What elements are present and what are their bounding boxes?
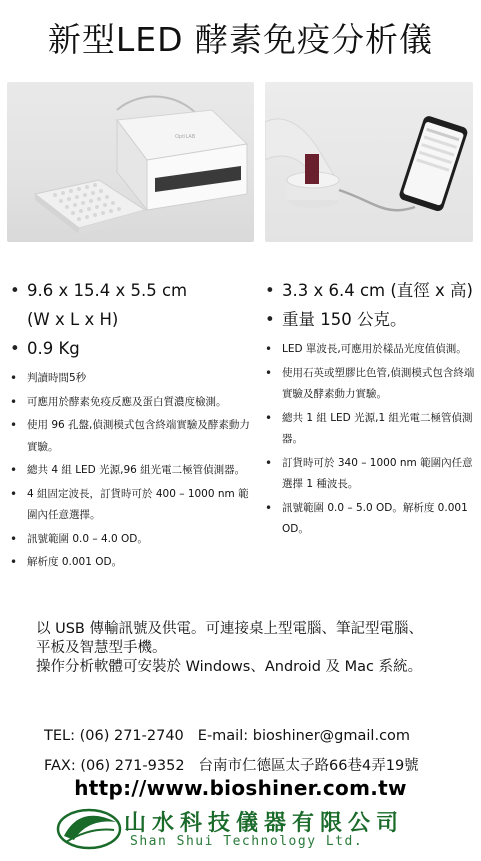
spec-item: • 訂貨時可於 340 – 1000 nm 範圍內任意選擇 1 種波長。: [262, 453, 476, 496]
contact-block: [44, 721, 474, 781]
usb-line: 以 USB 傳輸訊號及供電。可連接桌上型電腦、筆記型電腦、: [36, 621, 423, 637]
usb-line: 平板及智慧型手機。: [36, 640, 167, 656]
spec-item: • 判讀時間5秒: [7, 368, 257, 390]
spec-dimensions: • 9.6 x 15.4 x 5.5 cm: [7, 281, 257, 301]
email-address[interactable]: E-mail: bioshiner@gmail.com: [197, 728, 411, 744]
spec-weight: • 0.9 Kg: [7, 339, 257, 359]
spec-weight: • 重量 150 公克。: [262, 310, 476, 330]
left-spec-column: [7, 278, 257, 576]
contact-row-1: [44, 721, 474, 751]
svg-text:OptiLAB: OptiLAB: [175, 134, 196, 140]
spec-item: • 總共 4 組 LED 光源,96 組光電二極管偵測器。: [7, 460, 257, 482]
spec-item: [7, 552, 257, 574]
company-brand: [56, 806, 436, 852]
spec-item: • 總共 1 組 LED 光源,1 組光電二極管偵測器。: [262, 408, 476, 451]
spec-item: • 可應用於酵素免疫反應及蛋白質濃度檢測。: [7, 392, 257, 414]
spec-item: • 訊號範圍 0.0 – 5.0 OD。解析度 0.001 OD。: [262, 498, 476, 541]
fax-number: FAX: (06) 271-9352: [44, 758, 185, 774]
spec-dimensions-units: (W x L x H): [27, 310, 119, 329]
spec-resolution: 解析度 0.001 OD。: [27, 556, 123, 568]
usb-line: 操作分析軟體可安裝於 Windows、Android 及 Mac 系統。: [36, 659, 423, 675]
tel-number: TEL: (06) 271-2740: [44, 728, 184, 744]
plate-reader-photo: [7, 82, 254, 242]
spec-dimensions: • 3.3 x 6.4 cm (直徑 x 高): [262, 281, 476, 301]
usb-description: [36, 620, 476, 677]
spec-item: • LED 單波長,可應用於樣品光度值偵測。: [262, 339, 476, 361]
spec-item: • 訊號範圍 0.0 – 4.0 OD。: [7, 529, 257, 551]
company-logo-icon: [56, 806, 122, 852]
page-title: 新型LED 酵素免疫分析儀: [47, 20, 434, 59]
street-address: 台南市仁德區太子路66巷4弄19號: [198, 758, 419, 774]
cuvette-reader-photo: [265, 82, 473, 242]
spec-item: • 使用 96 孔盤,偵測模式包含終端實驗及酵素動力實驗。: [7, 415, 257, 458]
spec-item: • 使用石英或塑膠比色管,偵測模式包含終端實驗及酵素動力實驗。: [262, 363, 476, 406]
company-name-english: Shan Shui Technology Ltd.: [130, 834, 364, 849]
company-name-chinese: 山水科技儀器有限公司: [124, 811, 405, 836]
right-spec-column: [262, 278, 476, 543]
spec-item: • 4 組固定波長，訂貨時可於 400 – 1000 nm 範圍內任意選擇。: [7, 484, 257, 527]
website-link[interactable]: http://www.bioshiner.com.tw: [74, 776, 407, 800]
